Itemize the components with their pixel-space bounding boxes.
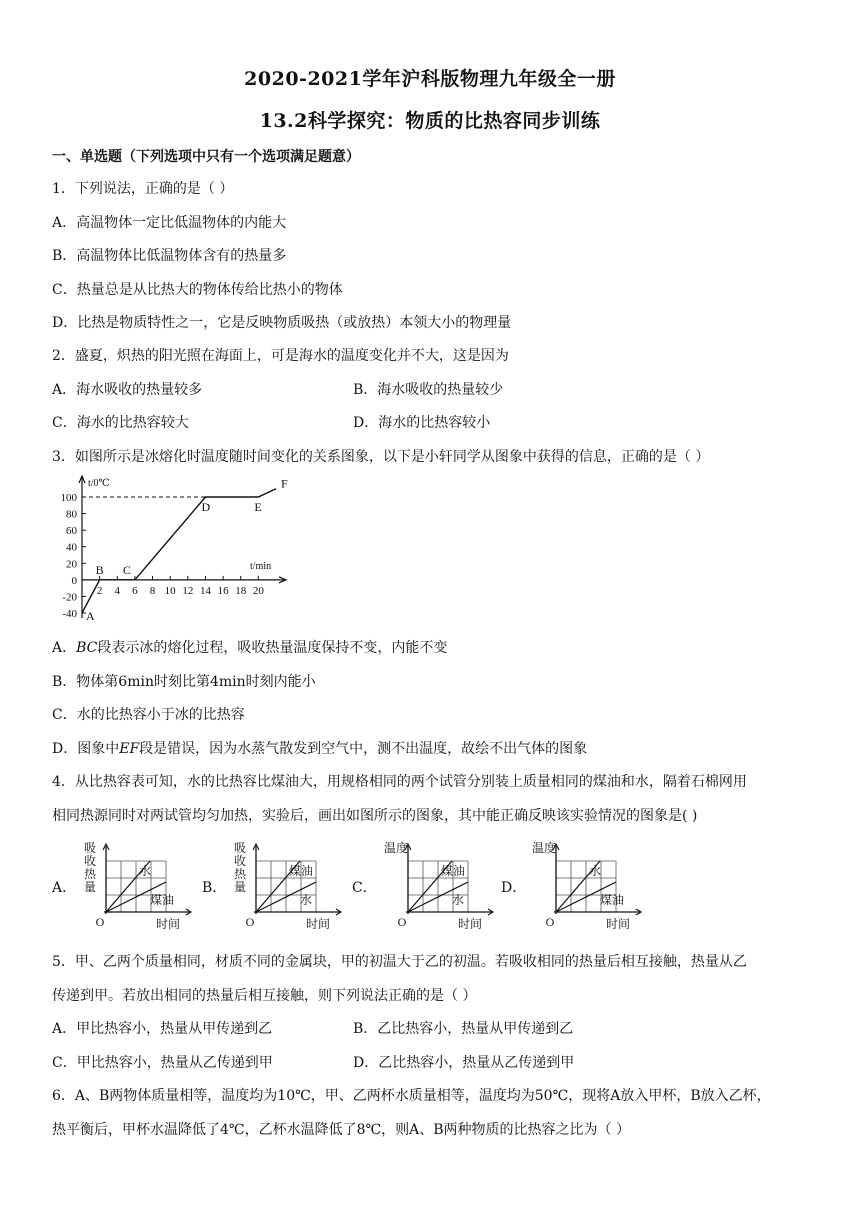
y-axis-label: 量 (233, 880, 247, 894)
q3-option-d-text: 段是错误，因为水蒸气散发到空气中，测不出温度，故绘不出气体的图象 (139, 741, 588, 757)
q1-option-d: D．比热是物质特性之一，它是反映物质吸热（或放热）本领大小的物理量 (52, 315, 512, 331)
q5-option-d: D．乙比热容小，热量从乙传递到甲 (353, 1055, 575, 1071)
temperature-curve (82, 489, 276, 613)
y-tick-label: -40 (62, 608, 77, 620)
series-label: 煤油 (441, 864, 466, 878)
q4-option-d-graph (528, 838, 643, 933)
y-axis-label: 热 (83, 867, 97, 881)
origin-label: O (245, 915, 255, 929)
x-tick-label: 2 (96, 584, 103, 597)
x-tick-label: 8 (149, 584, 156, 597)
q3-option-d (52, 738, 587, 758)
q3-option-a-text: 段表示冰的熔化过程，吸收热量温度保持不变，内能不变 (97, 640, 448, 656)
x-tick-label: 16 (217, 584, 229, 597)
series-label: 水 (139, 864, 152, 878)
ice-melting-chart (50, 472, 290, 622)
origin-label: O (397, 915, 407, 929)
x-tick-label: 12 (182, 584, 194, 597)
point-label-B: B (95, 562, 104, 577)
q1-option-c: C．热量总是从比热大的物体传给比热小的物体 (52, 282, 343, 298)
origin-label: O (545, 915, 555, 929)
x-tick-label: 20 (252, 584, 264, 597)
q3-option-a (52, 637, 447, 657)
q3-option-b: B．物体第6min时刻比第4min时刻内能小 (52, 674, 316, 690)
series-label: 煤油 (289, 864, 314, 878)
y-tick-label: 40 (66, 541, 77, 554)
q2-option-b: B．海水吸收的热量较少 (353, 382, 504, 398)
q3-option-c: C．水的比热容小于冰的比热容 (52, 707, 245, 723)
q2-option-a: A．海水吸收的热量较多 (52, 382, 203, 398)
q3-option-d-prefix: D．图象中 (52, 741, 120, 757)
document-title: 2020-2021学年沪科版物理九年级全一册 (244, 68, 616, 90)
x-axis-label: 时间 (457, 917, 483, 931)
y-axis-label: 吸 (233, 841, 247, 855)
q5-option-c: C．甲比热容小，热量从乙传递到甲 (52, 1055, 273, 1071)
q5-option-b: B．乙比热容小，热量从甲传递到乙 (353, 1021, 574, 1037)
q2-stem: 2．盛夏，炽热的阳光照在海面上，可是海水的温度变化并不大，这是因为 (52, 348, 509, 364)
y-tick-label: 80 (66, 508, 77, 521)
x-axis-label: 时间 (155, 917, 181, 931)
y-tick-label: -20 (62, 591, 77, 604)
origin-label: O (95, 915, 105, 929)
y-tick-label: 100 (60, 492, 77, 504)
x-tick-label: 18 (235, 584, 247, 597)
y-axis-label: 收 (233, 854, 247, 868)
q3-option-d-segment: EF (119, 741, 140, 757)
series-label: 煤油 (600, 893, 625, 907)
q6-stem-line2: 热平衡后，甲杯水温降低了4℃，乙杯水温降低了8℃，则A、B两种物质的比热容之比为（ ） (52, 1122, 630, 1138)
x-axis-label: 时间 (305, 917, 331, 931)
q3-option-a-segment: BC (76, 640, 98, 656)
q4-option-a-graph (78, 838, 193, 933)
point-label-E: E (254, 500, 262, 514)
section-heading: 一、单选题（下列选项中只有一个选项满足题意） (52, 149, 360, 165)
q4-option-a-label: A． (52, 880, 77, 896)
q4-option-b-graph (228, 838, 343, 933)
x-tick-label: 6 (132, 584, 138, 597)
q2-option-d: D．海水的比热容较小 (353, 415, 491, 431)
point-label-C: C (122, 562, 131, 577)
q4-option-b-label: B． (202, 880, 227, 896)
series-label: 水 (300, 893, 313, 907)
y-tick-label: 20 (66, 558, 77, 571)
series-label: 水 (589, 864, 602, 878)
q5-stem-line2: 传递到甲。若放出相同的热量后相互接触，则下列说法正确的是（ ） (52, 988, 477, 1004)
y-axis-label: 吸 (83, 841, 97, 855)
q3-stem: 3．如图所示是冰熔化时温度随时间变化的关系图象，以下是小轩同学从图象中获得的信息，正确的是（ ） (52, 449, 710, 465)
point-label-D: D (201, 500, 211, 514)
series-label: 水 (452, 893, 465, 907)
y-axis-label: 收 (83, 854, 97, 868)
y-axis-label: 温度 (532, 841, 557, 855)
point-label-A: A (86, 609, 95, 622)
q5-stem-line1: 5．甲、乙两个质量相同，材质不同的金属块，甲的初温大于乙的初温。若吸收相同的热量后相互接触，热量从乙 (52, 954, 747, 970)
q2-option-c: C．海水的比热容较大 (52, 415, 189, 431)
y-axis-label: 量 (83, 880, 97, 894)
q1-option-a: A．高温物体一定比低温物体的内能大 (52, 215, 287, 231)
point-label-F: F (281, 476, 288, 491)
x-axis-label: t/min (250, 560, 272, 572)
y-axis-label: t/0℃ (88, 478, 110, 489)
x-tick-label: 4 (114, 584, 121, 597)
y-tick-label: 0 (71, 574, 77, 587)
q3-option-a-prefix: A． (52, 640, 77, 656)
q4-stem-line1: 4．从比热容表可知，水的比热容比煤油大，用规格相同的两个试管分别装上质量相同的煤油和水，隔着石棉网用 (52, 774, 747, 790)
x-tick-label: 14 (199, 584, 211, 597)
y-axis-label: 热 (233, 867, 247, 881)
series-label: 煤油 (150, 893, 175, 907)
y-axis-label: 温度 (384, 841, 409, 855)
q1-stem: 1．下列说法，正确的是（ ） (52, 181, 234, 197)
q5-option-a: A．甲比热容小，热量从甲传递到乙 (52, 1021, 273, 1037)
q1-option-b: B．高温物体比低温物体含有的热量多 (52, 248, 287, 264)
q6-stem-line1: 6．A、B两物体质量相等，温度均为10℃，甲、乙两杯水质量相等，温度均为50℃，现将A放入甲杯，B放入乙杯， (52, 1088, 771, 1104)
q4-option-c-graph (380, 838, 495, 933)
document-subtitle: 13.2科学探究：物质的比热容同步训练 (259, 110, 601, 132)
q4-option-c-label: C． (352, 880, 377, 896)
y-tick-label: 60 (66, 525, 77, 538)
q4-option-d-label: D． (501, 880, 527, 896)
x-tick-label: 10 (164, 584, 176, 597)
x-axis-label: 时间 (605, 917, 631, 931)
q4-stem-line2: 相同热源同时对两试管均匀加热，实验后，画出如图所示的图象，其中能正确反映该实验情况的图象是( ) (52, 808, 698, 824)
